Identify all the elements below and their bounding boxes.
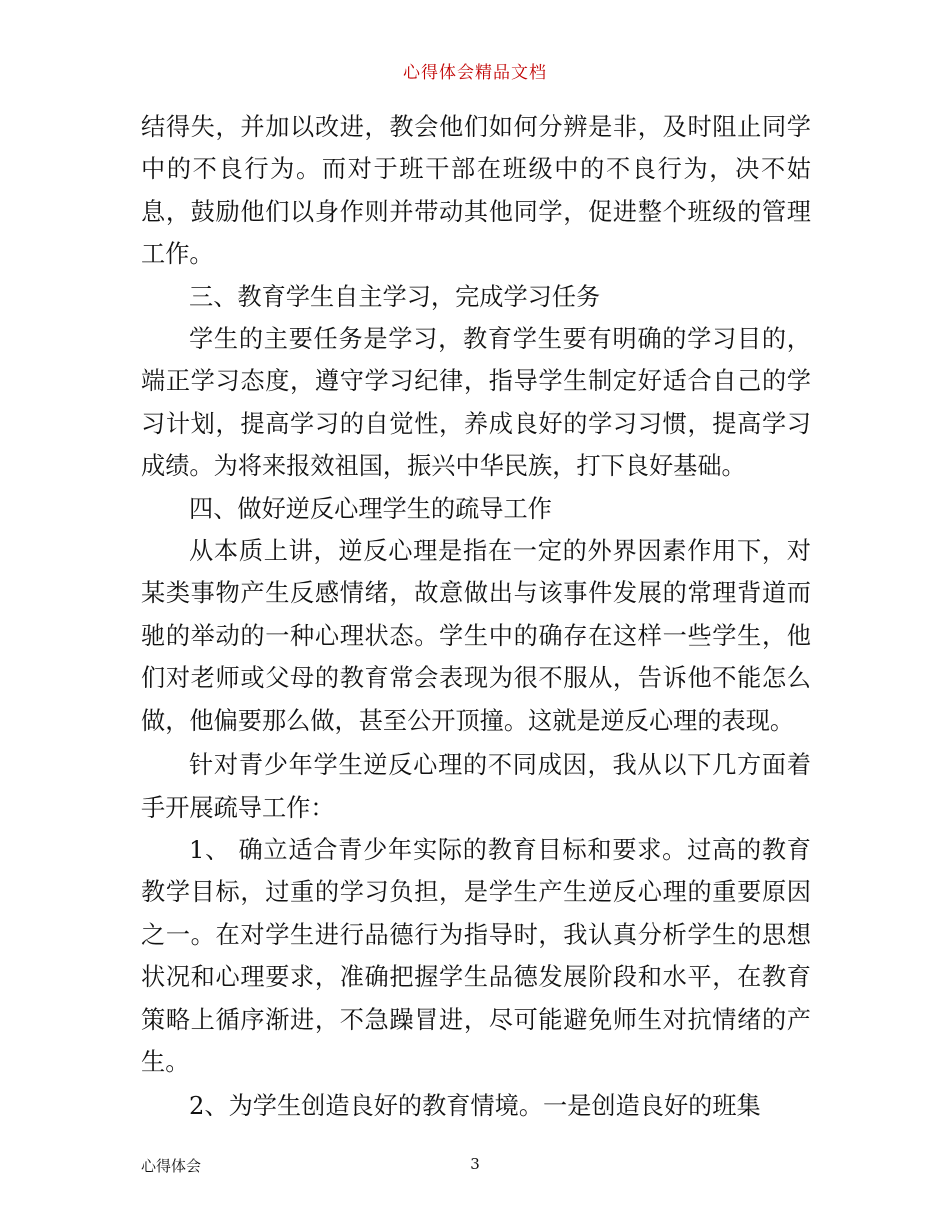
list-item-1: 1、 确立适合青少年实际的教育目标和要求。过高的教育教学目标，过重的学习负担，是学生产生逆反心理的重要原因之一。在对学生进行品德行为指导时，我认真分析学生的思想状况和心理要求，准确把握学生品德发展阶段和水平，在教育策略上循序渐进，不急躁冒进，尽可能避免师生对抗情绪的产生。 (141, 835, 811, 1076)
paragraph: 从本质上讲，逆反心理是指在一定的外界因素作用下，对某类事物产生反感情绪，故意做出与该事件发展的常理背道而驰的举动的一种心理状态。学生中的确存在这样一些学生，他们对老师或父母的教育常会表现为很不服从，告诉他不能怎么做，他偏要那么做，甚至公开顶撞。这就是逆反心理的表现。 (141, 537, 811, 735)
page-header-title: 心得体会精品文档 (403, 63, 547, 83)
paragraph: 学生的主要任务是学习，教育学生要有明确的学习目的，端正学习态度，遵守学习纪律，指导学生制定好适合自己的学习计划，提高学习的自觉性，养成良好的学习习惯，提高学习成绩。为将来报效祖国，振兴中华民族，打下良好基础。 (141, 325, 811, 481)
section-heading-3: 三、教育学生自主学习，完成学习任务 (189, 282, 601, 311)
document-body (141, 106, 811, 1128)
page-number: 3 (470, 1155, 480, 1173)
footer-label: 心得体会 (141, 1157, 202, 1175)
section-heading-4: 四、做好逆反心理学生的疏导工作 (189, 494, 552, 523)
paragraph: 针对青少年学生逆反心理的不同成因，我从以下几方面着手开展疏导工作： (141, 751, 811, 822)
paragraph-continued: 结得失，并加以改进，教会他们如何分辨是非，及时阻止同学中的不良行为。而对于班干部在班级中的不良行为，决不姑息，鼓励他们以身作则并带动其他同学，促进整个班级的管理工作。 (141, 113, 811, 269)
list-item-2: 2、为学生创造良好的教育情境。一是创造良好的班集 (189, 1092, 761, 1121)
